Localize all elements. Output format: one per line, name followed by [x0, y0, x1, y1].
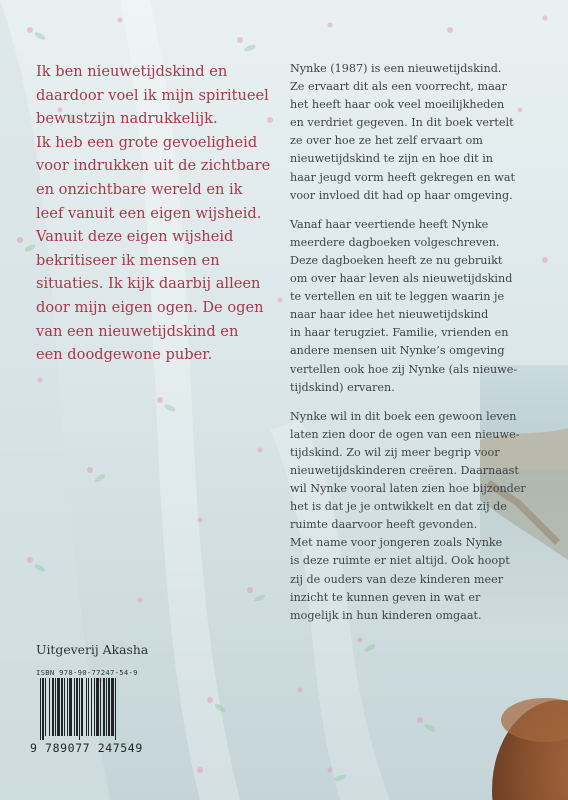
- barcode: [38, 678, 154, 740]
- blurb-line: nieuwetijdskind te zijn en hoe dit in: [290, 152, 493, 166]
- blurb-line: wil Nynke vooral laten zien hoe bijzonder: [290, 482, 526, 496]
- blurb-line: Deze dagboeken heeft ze nu gebruikt: [290, 253, 503, 267]
- quote-line: van een nieuwetijdskind en: [36, 322, 239, 340]
- barcode-bar: [55, 678, 56, 736]
- barcode-bar: [49, 678, 50, 736]
- blurb-line: is deze ruimte er niet altijd. Ook hoopt: [290, 554, 510, 568]
- quote-block: [36, 60, 288, 367]
- barcode-bar: [76, 678, 78, 736]
- barcode-bar: [103, 678, 105, 736]
- barcode-bar: [81, 678, 83, 736]
- blurb-line: Ze ervaart dit als een voorrecht, maar: [290, 80, 507, 94]
- blurb-line: te vertellen en uit te leggen waarin je: [290, 290, 505, 304]
- blurb-line: het is dat je je ontwikkelt en dat zij de: [290, 500, 507, 514]
- quote-line: leef vanuit een eigen wijsheid.: [36, 204, 262, 222]
- quote-line: bekritiseer ik mensen en: [36, 251, 220, 269]
- blurb-line: vertellen ook hoe zij Nynke (als nieuwe-: [290, 362, 518, 376]
- blurb-line: in haar terugziet. Familie, vrienden en: [290, 326, 509, 340]
- isbn-label: ISBN 978-90-77247-54-9: [36, 668, 138, 677]
- barcode-bar: [106, 678, 107, 736]
- blurb-line: Vanaf haar veertiende heeft Nynke: [290, 217, 489, 231]
- portrait-head: [492, 698, 568, 800]
- quote-line: Ik ben nieuwetijdskind en: [36, 63, 228, 80]
- blurb-line: inzicht te kunnen geven in wat er: [290, 590, 481, 604]
- blurb-line: tijdskind. Zo wil zij meer begrip voor: [290, 445, 500, 459]
- barcode-bar: [96, 678, 99, 736]
- barcode-bar: [79, 678, 80, 740]
- publisher-name: Uitgeverij Akasha: [36, 642, 149, 657]
- blurb-line: ruimte daarvoor heeft gevonden.: [290, 518, 478, 532]
- quote-line: voor indrukken uit de zichtbare: [36, 157, 271, 175]
- quote-line: een doodgewone puber.: [36, 346, 213, 364]
- barcode-bar: [100, 678, 101, 736]
- barcode-bar: [67, 678, 68, 736]
- quote-line: Vanuit deze eigen wijsheid: [36, 228, 234, 246]
- barcode-number: 9 789077 247549: [30, 741, 143, 755]
- barcode-bar: [57, 678, 60, 736]
- blurb-paragraph: [290, 408, 546, 625]
- blurb-line: nieuwetijdskinderen creëren. Daarnaast: [290, 463, 519, 477]
- barcode-bar: [64, 678, 65, 736]
- blurb-line: naar haar idee het nieuwetijdskind: [290, 308, 489, 322]
- blurb-text: [290, 60, 546, 636]
- blurb-line: Nynke wil in dit boek een gewoon leven: [290, 409, 517, 423]
- blurb-line: zij de ouders van deze kinderen meer: [290, 572, 504, 586]
- barcode-bar: [88, 678, 89, 736]
- quote-line: en onzichtbare wereld en ik: [36, 180, 243, 198]
- blurb-line: haar jeugd vorm heeft gekregen en wat: [290, 170, 516, 184]
- barcode-bar: [74, 678, 75, 736]
- barcode-bar: [111, 678, 114, 736]
- blurb-line: Nynke (1987) is een nieuwetijdskind.: [290, 62, 502, 75]
- quote-line: bewustzijn nadrukkelijk.: [36, 110, 218, 128]
- blurb-paragraph: [290, 60, 546, 205]
- barcode-bar: [42, 678, 44, 740]
- blurb-paragraph: [290, 216, 546, 397]
- blurb-line: tijdskind) ervaren.: [290, 380, 395, 394]
- quote-line: daardoor voel ik mijn spiritueel: [36, 86, 269, 104]
- barcode-bar: [45, 678, 46, 736]
- barcode-bar: [52, 678, 54, 736]
- blurb-line: en verdriet gegeven. In dit boek vertelt: [290, 116, 514, 130]
- barcode-bar: [61, 678, 63, 736]
- barcode-bar: [86, 678, 87, 736]
- blurb-line: laten zien door de ogen van een nieuwe-: [290, 427, 520, 441]
- quote-line: door mijn eigen ogen. De ogen: [36, 298, 264, 316]
- barcode-bar: [94, 678, 95, 736]
- blurb-line: Met name voor jongeren zoals Nynke: [290, 536, 503, 550]
- barcode-bar: [108, 678, 110, 736]
- barcode-bar: [69, 678, 72, 736]
- blurb-line: voor invloed dit had op haar omgeving.: [290, 188, 513, 202]
- barcode-bar: [115, 678, 116, 740]
- barcode-bar: [91, 678, 92, 736]
- barcode-bar: [40, 678, 41, 740]
- blurb-line: om over haar leven als nieuwetijdskind: [290, 272, 513, 286]
- blurb-line: mogelijk in hun kinderen omgaat.: [290, 608, 482, 622]
- blurb-line: het heeft haar ook veel moeilijkheden: [290, 98, 505, 112]
- blurb-line: ze over hoe ze het zelf ervaart om: [290, 134, 483, 148]
- quote-line: Ik heb een grote gevoeligheid: [36, 133, 258, 151]
- blurb-line: meerdere dagboeken volgeschreven.: [290, 235, 500, 249]
- quote-line: situaties. Ik kijk daarbij alleen: [36, 275, 261, 293]
- blurb-line: andere mensen uit Nynke’s omgeving: [290, 344, 505, 358]
